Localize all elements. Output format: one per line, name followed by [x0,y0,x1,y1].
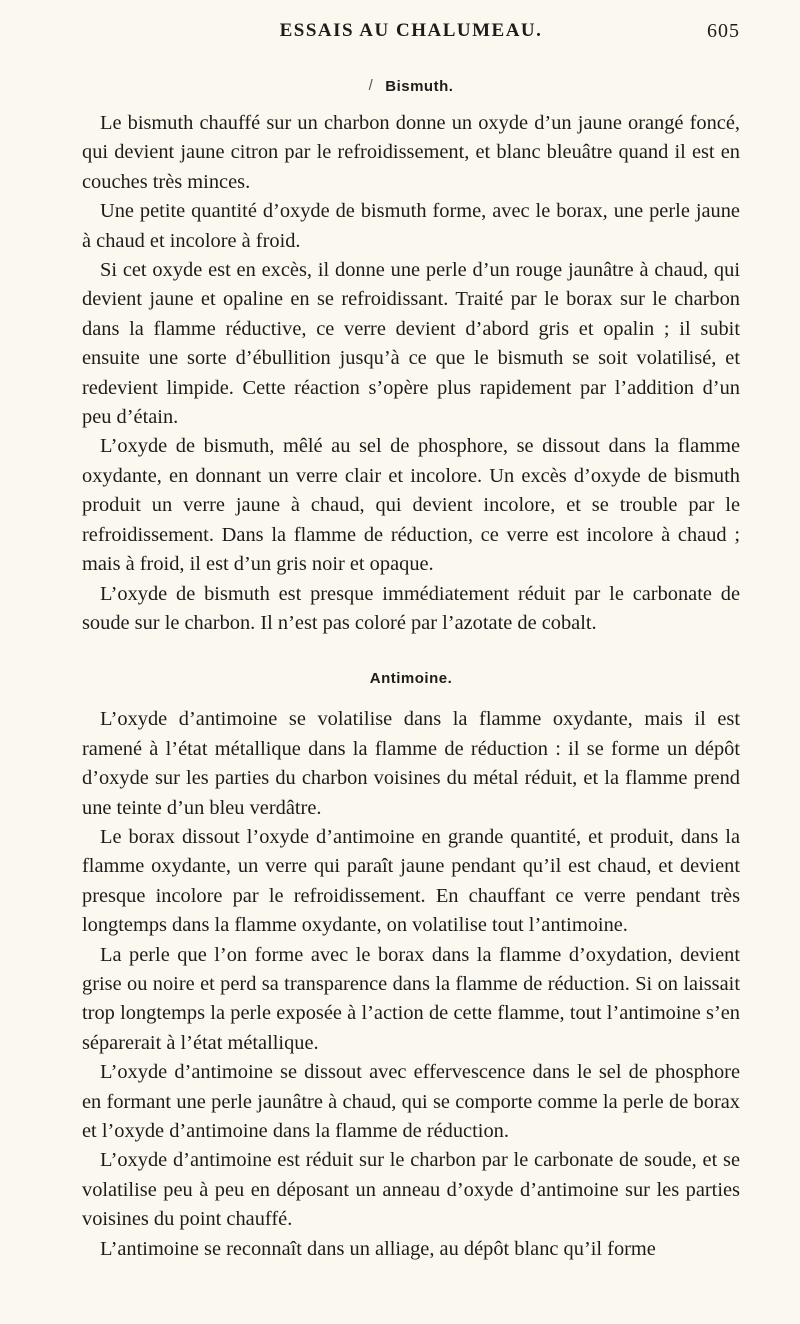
paragraph: L’antimoine se reconnaît dans un alliage, au dépôt blanc qu’il forme [100,1237,656,1260]
paragraph: La perle que l’on forme avec le borax dans la flamme d’oxydation, devient grise ou noire et perd sa transparence dans la flamme de réduction. Si on laissait trop longtemps la perle exposée à l’action de cette flamme, tout l’antimoine s’en séparerait à l’état métallique. [82,943,740,1054]
section-title-antimoine: Antimoine. [369,670,453,688]
section-title-text: Bismuth. [385,78,454,95]
paragraph: Si cet oxyde est en excès, il donne une perle d’un rouge jaunâtre à chaud, qui devient jaune et opaline en se refroidissant. Traité par le borax sur le charbon dans la flamme réductive, ce verre devient d’abord gris et opalin ; il subit ensuite une sorte d’ébullition jusqu’à ce que le bismuth se soit volatilisé, et redevient limpide. Cette réaction s’opère plus rapidement par l’addition d’un peu d’étain. [82,259,740,429]
running-head [82,20,740,60]
paragraph: L’oxyde de bismuth est presque immédiatement réduit par le carbonate de soude sur le charbon. Il n’est pas coloré par l’azotate de cobalt. [82,582,740,634]
paragraph: L’oxyde d’antimoine est réduit sur le charbon par le carbonate de soude, et se volatilise peu à peu en déposant un anneau d’oxyde d’antimoine sur les parties voisines du point chauffé. [82,1149,740,1231]
paragraph: Le bismuth chauffé sur un charbon donne un oxyde d’un jaune orangé foncé, qui devient jaune citron par le refroidissement, et blanc bleuâtre quand il est en couches très minces. [82,112,740,193]
paragraph: L’oxyde d’antimoine se volatilise dans la flamme oxydante, mais il est ramené à l’état métallique dans la flamme de réduction : il se forme un dépôt d’oxyde sur les parties du charbon voisines du métal réduit, et la flamme prend une teinte d’un bleu verdâtre. [82,708,740,819]
slash-mark-icon: / [368,77,374,94]
running-title: ESSAIS AU CHALUMEAU. [279,20,543,41]
section-title-bismuth [82,78,740,95]
paragraph: L’oxyde d’antimoine se dissout avec effervescence dans le sel de phosphore en formant une perle jaunâtre à chaud, qui se comporte comme la perle de borax et l’oxyde d’antimoine dans la flamme de réduction. [82,1061,740,1142]
page-number: 605 [707,20,740,42]
paragraph: L’oxyde de bismuth, mêlé au sel de phosphore, se dissout dans la flamme oxydante, en donnant un verre clair et incolore. Un excès d’oxyde de bismuth produit un verre jaune à chaud, qui devient incolore, et se trouble par le refroidissement. Dans la flamme de réduction, ce verre est incolore à chaud ; mais à froid, il est d’un gris noir et opaque. [82,435,740,576]
paragraph: Une petite quantité d’oxyde de bismuth forme, avec le borax, une perle jaune à chaud et incolore à froid. [82,200,740,252]
paragraph: Le borax dissout l’oxyde d’antimoine en grande quantité, et produit, dans la flamme oxydante, un verre qui paraît jaune pendant qu’il est chaud, et devient presque incolore par le refroidissement. En chauffant ce verre pendant très longtemps dans la flamme oxydante, on volatilise tout l’antimoine. [82,825,740,937]
